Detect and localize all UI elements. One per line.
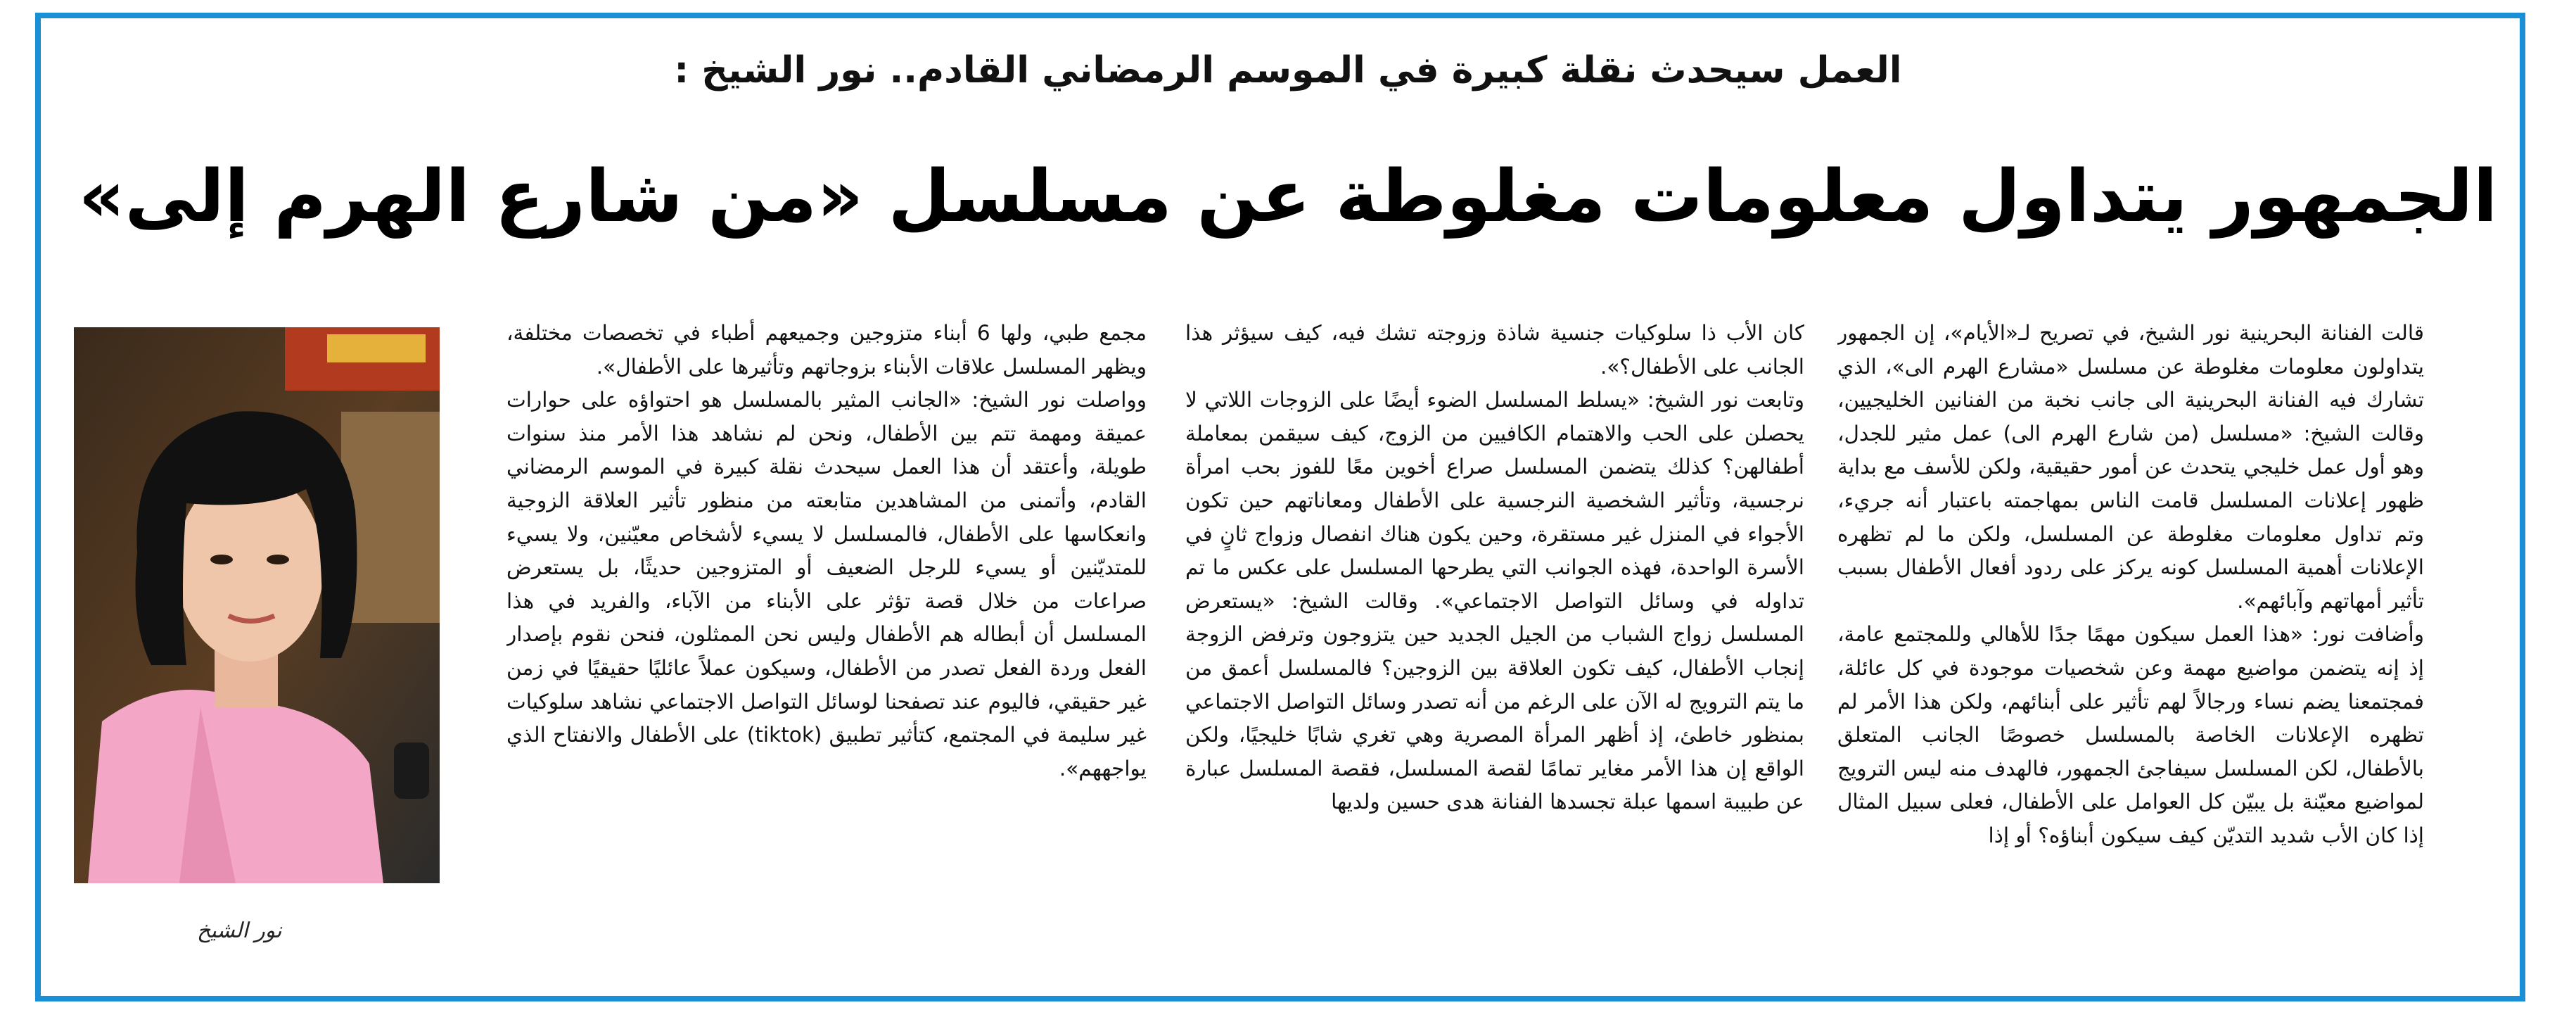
portrait-photo bbox=[74, 327, 440, 883]
paragraph: وواصلت نور الشيخ: «الجانب المثير بالمسلسل هو احتواؤه على حوارات عميقة ومهمة تتم بين الأطفال، ونحن لم نشاهد هذا الأمر منذ سنوات طويلة، وأعتقد أن هذا العمل سيحدث نقلة كبيرة في الموسم الرمضاني القادم، وأتمنى من المشاهدين متابعته من منظور تأثير العلاقة الزوجية وانعكاسها على الأطفال، فالمسلسل لا يسيء لأشخاص معيّنين، ولا يسيء للمتديّنين أو يسيء للرجل الضعيف أو المتزوجين حديثًا، بل يستعرض صراعات من خلال قصة تؤثر على الأبناء من الآباء، والفريد في هذا المسلسل أن أبطاله هم الأطفال وليس نحن الممثلون، فنحن نقوم بإصدار الفعل وردة الفعل تصدر من الأطفال، وسيكون عملاً عائليًا حقيقيًا في زمن غير حقيقي، فاليوم عند تصفحنا لوسائل التواصل الاجتماعي نشاهد سلوكيات غير سليمة في المجتمع، كتأثير تطبيق (tiktok) على الأطفال والانفتاح الذي يواجههم». bbox=[506, 388, 1147, 780]
paragraph: كان الأب ذا سلوكيات جنسية شاذة وزوجته تشك فيه، كيف سيؤثر هذا الجانب على الأطفال؟». bbox=[1185, 321, 1804, 379]
article-kicker: العمل سيحدث نقلة كبيرة في الموسم الرمضاني القادم.. نور الشيخ : bbox=[674, 49, 1902, 91]
paragraph: وأضافت نور: «هذا العمل سيكون مهمًا جدًا للأهالي وللمجتمع عامة، إذ إنه يتضمن مواضيع مهمة وعن شخصيات موجودة في كل عائلة، فمجتمعنا يضم نساء ورجالاً لهم تأثير على أبنائهم، ولكن هذا الأمر لم تظهره الإعلانات الخاصة بالمسلسل خصوصًا الجانب المتعلق بالأطفال، لكن المسلسل سيفاجئ الجمهور، فالهدف منه ليس الترويج لمواضيع معيّنة بل يبيّن كل العوامل على الأطفال، فعلى سبيل المثال إذا كان الأب شديد التديّن كيف سيكون أبناؤه؟ أو إذا bbox=[1837, 622, 2424, 847]
portrait-illustration bbox=[74, 327, 440, 883]
article-headline: الجمهور يتداول معلومات مغلوطة عن مسلسل «من شارع الهرم إلى» bbox=[78, 155, 2498, 239]
paragraph: مجمع طبي، ولها 6 أبناء متزوجين وجميعهم أطباء في تخصصات مختلفة، ويظهر المسلسل علاقات الأبناء بزوجاتهم وتأثيرها على الأطفال». bbox=[506, 321, 1147, 379]
paragraph: وتابعت نور الشيخ: «يسلط المسلسل الضوء أيضًا على الزوجات اللاتي لا يحصلن على الحب والاهتمام الكافيين من الزوج، كيف سيقمن بمعاملة أطفالهن؟ كذلك يتضمن المسلسل صراع أخوين معًا للفوز بحب امرأة نرجسية، وتأثير الشخصية النرجسية على الأطفال ومعاناتهم حين تكون الأجواء في المنزل غير مستقرة، وحين يكون هناك انفصال وزواج ثانٍ في الأسرة الواحدة، فهذه الجوانب التي يطرحها المسلسل على عكس ما تم تداوله في وسائل التواصل الاجتماعي». وقالت الشيخ: «يستعرض المسلسل زواج الشباب من الجيل الجديد حين يتزوجون وترفض الزوجة إنجاب الأطفال، كيف تكون العلاقة بين الزوجين؟ فالمسلسل أعمق من ما يتم الترويج له الآن على الرغم من أنه تصدر وسائل التواصل الاجتماعي بمنظور خاطئ، إذ أظهر المرأة المصرية وهي تغري شابًا خليجيًا، ولكن الواقع إن هذا الأمر مغاير تمامًا لقصة المسلسل، فقصة المسلسل عبارة عن طبيبة اسمها عبلة تجسدها الفنانة هدى حسين ولديها bbox=[1185, 388, 1804, 814]
photo-caption: نور الشيخ bbox=[197, 918, 282, 943]
article-column-3 bbox=[506, 317, 1147, 957]
paragraph: قالت الفنانة البحرينية نور الشيخ، في تصريح لـ«الأيام»، إن الجمهور يتداولون معلومات مغلوطة عن مسلسل «مشارع الهرم الى»، الذي تشارك فيه الفنانة البحرينية الى جانب نخبة من الفنانين الخليجيين، وقالت الشيخ: «مسلسل (من شارع الهرم الى) عمل مثير للجدل، وهو أول عمل خليجي يتحدث عن أمور حقيقية، ولكن للأسف مع بداية ظهور إعلانات المسلسل قامت الناس بمهاجمته باعتبار أنه جريء، وتم تداول معلومات مغلوطة عن المسلسل، ولكن ما لم تظهره الإعلانات أهمية المسلسل كونه يركز على ردود أفعال الأطفال بسبب تأثير أمهاتهم وآبائهم». bbox=[1837, 321, 2424, 613]
article-column-1 bbox=[1837, 317, 2424, 957]
article-column-2 bbox=[1185, 317, 1804, 957]
